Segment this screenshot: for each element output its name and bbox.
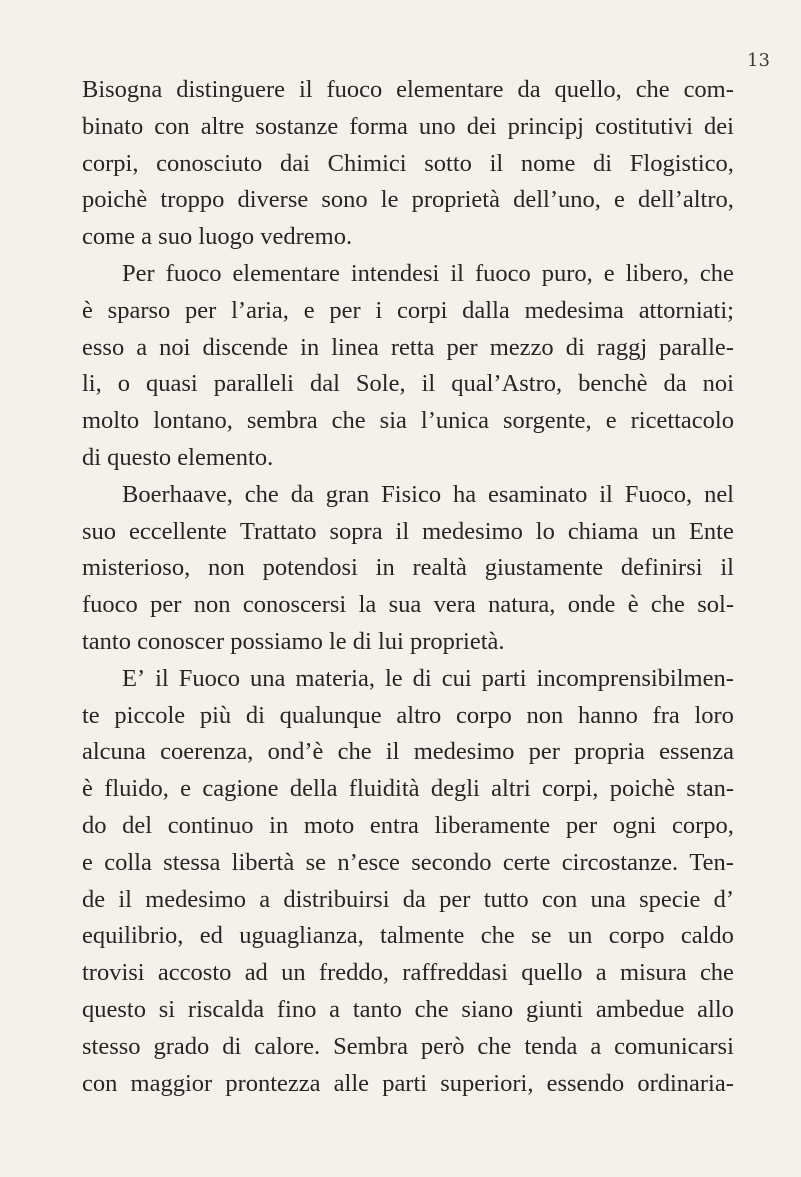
text-line: tanto conoscer possiamo le di lui proprietà. bbox=[82, 627, 505, 655]
text-line: de il medesimo a distribuirsi da per tutto con una specie d’ bbox=[82, 885, 734, 913]
text-line: E’ il Fuoco una materia, le di cui parti incomprensibilmen- bbox=[122, 664, 734, 692]
body-text bbox=[82, 72, 734, 1102]
text-line: misterioso, non potendosi in realtà giustamente definirsi il bbox=[82, 554, 734, 582]
text-line: molto lontano, sembra che sia l’unica sorgente, e ricettacolo bbox=[82, 407, 734, 435]
text-line: e colla stessa libertà se n’esce secondo certe circostanze. Ten- bbox=[82, 848, 734, 876]
text-line: poichè troppo diverse sono le proprietà dell’uno, e dell’altro, bbox=[82, 186, 734, 214]
text-line: binato con altre sostanze forma uno dei principj costitutivi dei bbox=[82, 112, 734, 140]
text-line: alcuna coerenza, ond’è che il medesimo per propria essenza bbox=[82, 738, 734, 766]
text-line: corpi, conosciuto dai Chimici sotto il nome di Flogistico, bbox=[82, 149, 734, 177]
text-line: Per fuoco elementare intendesi il fuoco puro, e libero, che bbox=[122, 259, 734, 287]
text-line: esso a noi discende in linea retta per mezzo di raggj paralle- bbox=[82, 333, 734, 361]
text-line: con maggior prontezza alle parti superiori, essendo ordinaria- bbox=[82, 1069, 734, 1097]
text-line: equilibrio, ed uguaglianza, talmente che se un corpo caldo bbox=[82, 922, 734, 950]
page-number: 13 bbox=[747, 50, 770, 71]
text-line: trovisi accosto ad un freddo, raffreddasi quello a misura che bbox=[82, 959, 734, 987]
text-line: come a suo luogo vedremo. bbox=[82, 223, 353, 251]
text-line: fuoco per non conoscersi la sua vera natura, onde è che sol- bbox=[82, 591, 734, 619]
text-line: Bisogna distinguere il fuoco elementare da quello, che com- bbox=[82, 76, 734, 103]
text-line: di questo elemento. bbox=[82, 443, 274, 471]
text-line: suo eccellente Trattato sopra il medesimo lo chiama un Ente bbox=[82, 517, 734, 545]
text-line: questo si riscalda fino a tanto che siano giunti ambedue allo bbox=[82, 995, 734, 1023]
text-line: è sparso per l’aria, e per i corpi dalla medesima attorniati; bbox=[82, 296, 734, 324]
text-line: li, o quasi paralleli dal Sole, il qual’Astro, benchè da noi bbox=[82, 370, 734, 398]
text-line: stesso grado di calore. Sembra però che tenda a comunicarsi bbox=[82, 1032, 734, 1060]
text-line: Boerhaave, che da gran Fisico ha esaminato il Fuoco, nel bbox=[122, 480, 734, 508]
text-line: te piccole più di qualunque altro corpo non hanno fra loro bbox=[82, 701, 734, 729]
text-line: è fluido, e cagione della fluidità degli altri corpi, poichè stan- bbox=[82, 775, 734, 803]
text-line: do del continuo in moto entra liberamente per ogni corpo, bbox=[82, 811, 734, 839]
